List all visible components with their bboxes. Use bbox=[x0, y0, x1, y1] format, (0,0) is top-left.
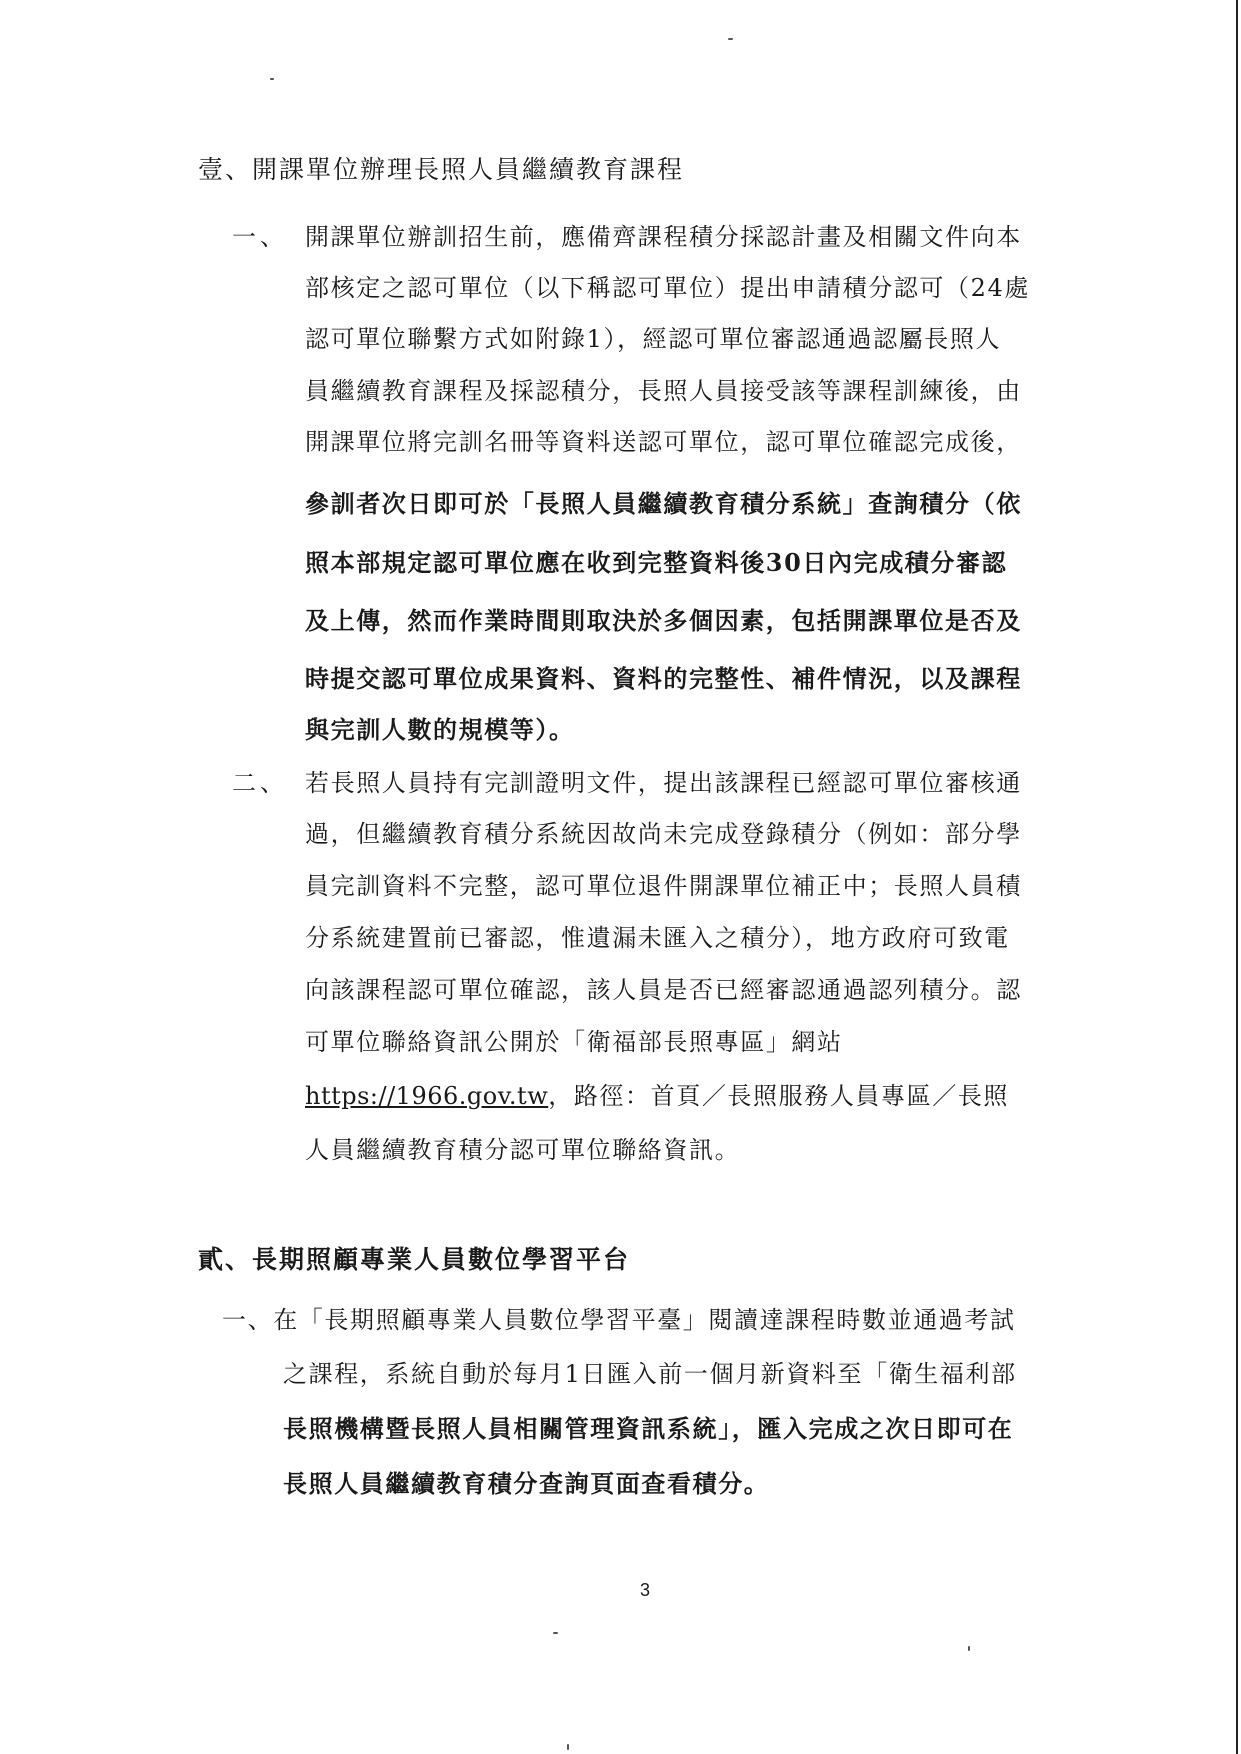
item-1-line: 參訓者次日即可於「長照人員繼續教育積分系統」查詢積分（依 bbox=[305, 489, 1022, 518]
item-1-line: 開課單位辦訓招生前，應備齊課程積分採認計畫及相關文件向本 bbox=[305, 223, 1022, 251]
section-2-item-line: 長照機構暨長照人員相關管理資訊系統」，匯入完成之次日即可在 bbox=[283, 1414, 1014, 1443]
section-2-item-line: 之課程，系統自動於每月1日匯入前一個月新資料至「衛生福利部 bbox=[283, 1360, 1017, 1388]
item-2-line: 向該課程認可單位確認，該人員是否已經審認通過認列積分。認 bbox=[305, 976, 1022, 1004]
gov-website-link[interactable]: https://1966.gov.tw bbox=[305, 1082, 549, 1110]
item-1-line: 及上傳，然而作業時間則取決於多個因素，包括開課單位是否及 bbox=[305, 606, 1022, 635]
item-2-line: 員完訓資料不完整，認可單位退件開課單位補正中；長照人員積 bbox=[305, 872, 1022, 900]
item-2-line: 人員繼續教育積分認可單位聯絡資訊。 bbox=[305, 1136, 741, 1164]
item-2-line: 可單位聯絡資訊公開於「衛福部長照專區」網站 bbox=[305, 1028, 843, 1056]
item-2-line: 分系統建置前已審認，惟遺漏未匯入之積分），地方政府可致電 bbox=[305, 924, 1010, 952]
item-1-line: 部核定之認可單位（以下稱認可單位）提出申請積分認可（24處 bbox=[305, 274, 1030, 302]
item-1-line: 開課單位將完訓名冊等資料送認可單位，認可單位確認完成後， bbox=[305, 428, 1022, 456]
item-2-line: 過，但繼續教育積分系統因故尚未完成登錄積分（例如：部分學 bbox=[305, 820, 1022, 848]
page-number: 3 bbox=[640, 1580, 651, 1600]
item-1-line: 員繼續教育課程及採認積分，長照人員接受該等課程訓練後，由 bbox=[305, 377, 1022, 405]
section-2-item-line: 長照人員繼續教育積分查詢頁面查看積分。 bbox=[283, 1469, 770, 1498]
scan-speck bbox=[968, 1646, 970, 1651]
item-1-line: 時提交認可單位成果資料、資料的完整性、補件情況，以及課程 bbox=[305, 664, 1022, 693]
scan-speck bbox=[567, 1744, 569, 1750]
section-2-item-line: 一、在「長期照顧專業人員數位學習平臺」閱讀達課程時數並通過考試 bbox=[222, 1306, 1016, 1334]
section-1-heading: 壹、開課單位辦理長照人員繼續教育課程 bbox=[198, 155, 685, 184]
scan-speck bbox=[270, 78, 274, 80]
item-1-line: 認可單位聯繫方式如附錄1），經認可單位審認通過認屬長照人 bbox=[305, 325, 1002, 353]
item-2-url-line bbox=[305, 1078, 1009, 1114]
scan-speck bbox=[728, 38, 733, 40]
scan-edge-line bbox=[1236, 0, 1238, 1754]
item-1-line: 照本部規定認可單位應在收到完整資料後30日內完成積分審認 bbox=[305, 548, 1008, 577]
scan-speck bbox=[553, 1632, 558, 1634]
section-2-heading: 貳、長期照顧專業人員數位學習平台 bbox=[198, 1245, 631, 1274]
item-1-line: 與完訓人數的規模等）。 bbox=[305, 715, 575, 744]
item-1-number: 一、 bbox=[232, 223, 288, 251]
item-2-number: 二、 bbox=[232, 769, 288, 797]
url-path-text: ，路徑：首頁／長照服務人員專區／長照 bbox=[548, 1082, 1010, 1110]
item-2-line: 若長照人員持有完訓證明文件，提出該課程已經認可單位審核通 bbox=[305, 769, 1022, 797]
